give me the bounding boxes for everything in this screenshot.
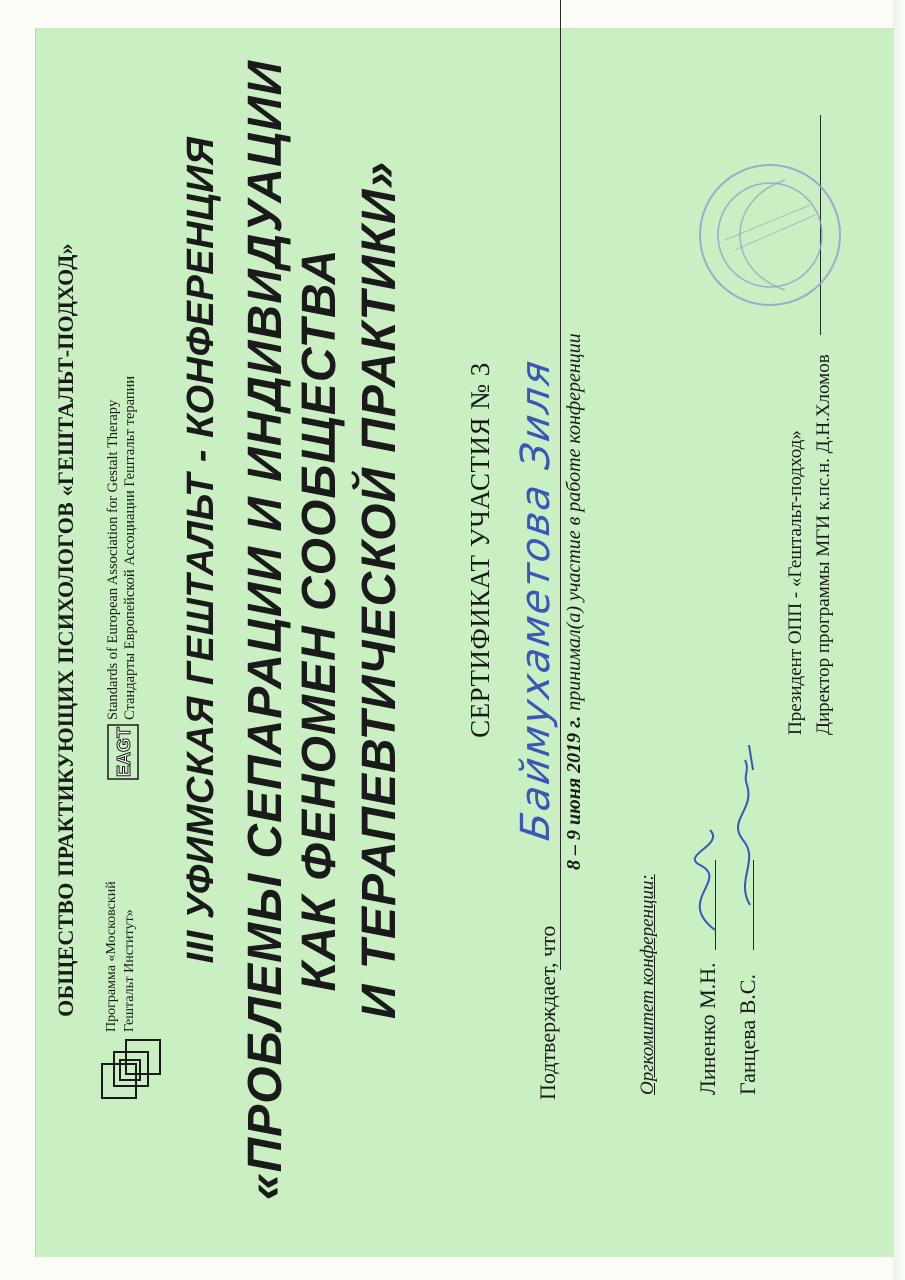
dates-rest: принимал(а) участие в работе конференции	[563, 333, 585, 711]
name-underline	[560, 0, 561, 970]
theme-line-1: «ПРОБЛЕМЫ СЕПАРАЦИИ И ИНДИВИДУАЦИИ	[239, 59, 292, 1201]
eagt-logo-text: EAGT	[114, 726, 134, 778]
certificate-content	[45, 20, 865, 1240]
program-line-2: Гештальт Институт»	[122, 909, 137, 1032]
president-title: Президент ОПП - «Гештальт-подход»	[785, 430, 806, 735]
participant-name: Баймухаметова Зиля	[513, 356, 559, 844]
theme-line-2: КАК ФЕНОМЕН СООБЩЕСТВА	[293, 248, 346, 992]
program-text	[103, 881, 139, 1032]
organizing-committee-label: Оргкомитет конференции:	[637, 874, 658, 1095]
eagt-line-2: Стандарты Европейской Ассоциации Гештальт терапии	[122, 375, 138, 720]
program-logo-icon	[100, 1036, 168, 1100]
society-title: ОБЩЕСТВО ПРАКТИКУЮЩИХ ПСИХОЛОГОВ «ГЕШТАЛЬТ-ПОДХОД»	[53, 243, 78, 1017]
director-title: Директор программы МГИ к.пс.н. Д.Н.Хломов	[813, 354, 834, 735]
conference-title: III УФИМСКАЯ ГЕШТАЛЬТ - КОНФЕРЕНЦИЯ	[180, 136, 222, 964]
stamp-seal-icon	[695, 160, 845, 310]
handwritten-signature-icon	[655, 720, 765, 960]
theme-line-3: И ТЕРАПЕВТИЧЕСКОЙ ПРАКТИКИ»	[353, 160, 406, 1020]
confirms-label: Подтверждает, что	[535, 925, 560, 1100]
eagt-line-1: Standards of European Association for Gestalt Therapy	[105, 399, 121, 720]
certificate-number: СЕРТИФИКАТ УЧАСТИЯ № 3	[465, 362, 495, 738]
dates-bold: 8 – 9 июня 2019 г.	[563, 715, 585, 870]
program-line-1: Программа «Московский	[104, 881, 119, 1032]
eagt-logo-icon	[100, 724, 146, 780]
paper-edge	[893, 0, 905, 1280]
signatory-2: Ганцева В.С.	[735, 974, 760, 1095]
signatory-1: Линенко М.Н.	[695, 962, 720, 1095]
eagt-standards-text	[105, 376, 139, 720]
event-dates	[563, 333, 586, 870]
